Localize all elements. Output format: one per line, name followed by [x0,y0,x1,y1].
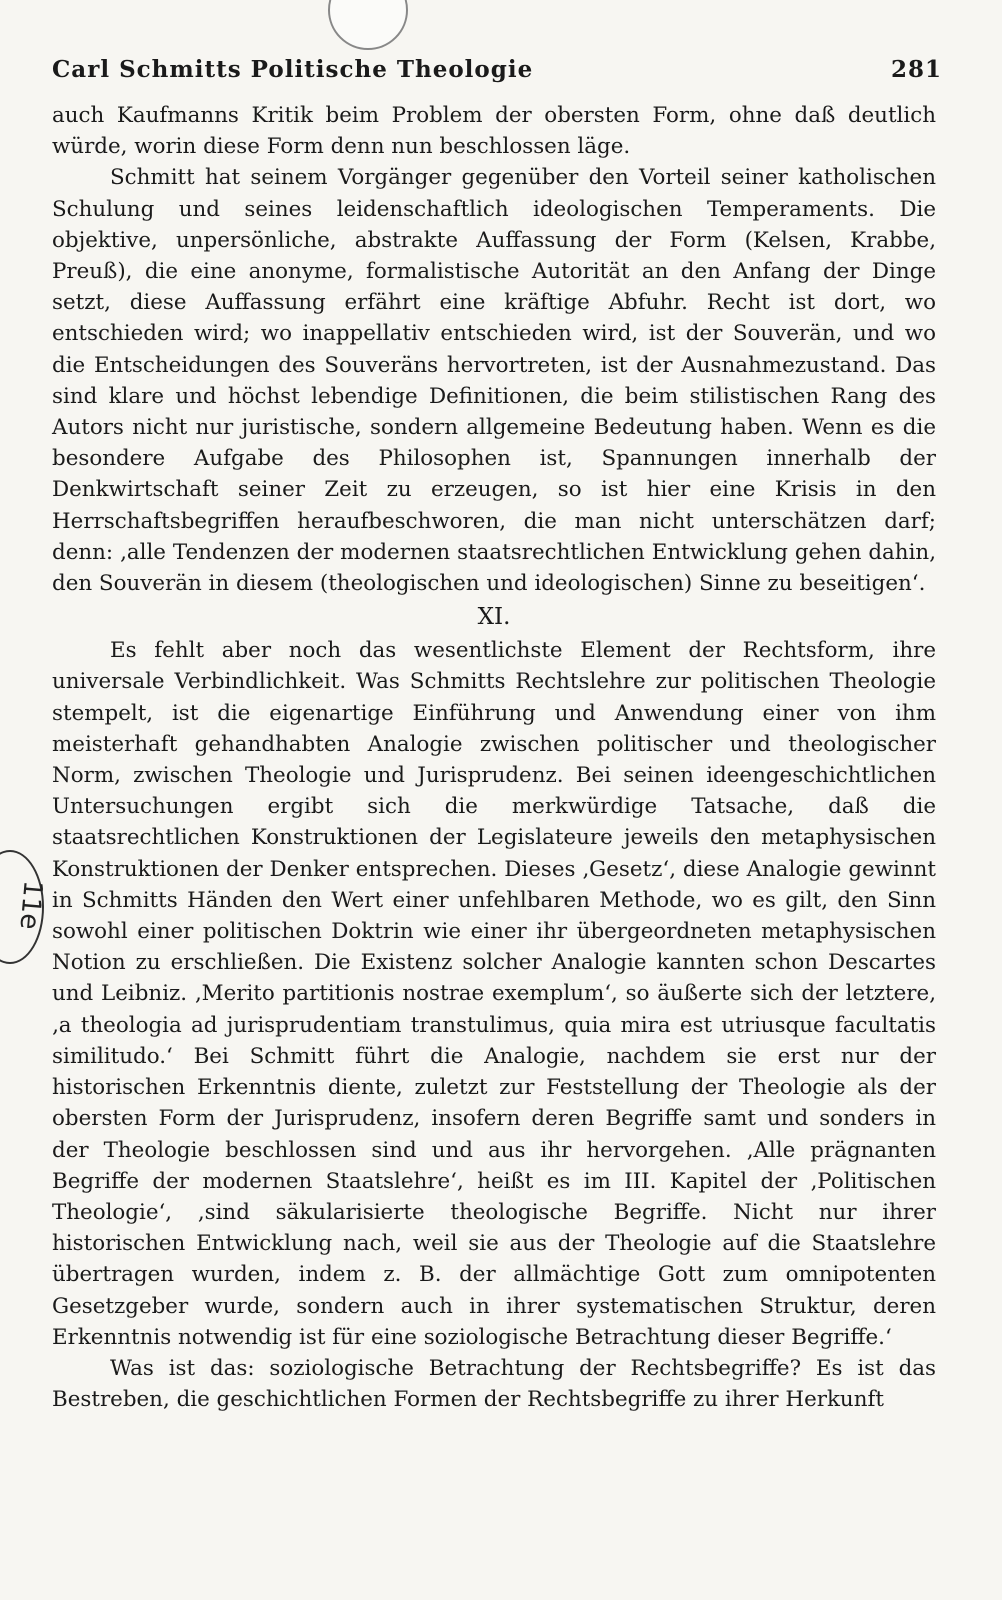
punch-hole [328,0,408,50]
paragraph-1: auch Kaufmanns Kritik beim Problem der obersten Form, ohne daß deutlich würde, worin diese Form denn nun beschlossen läge. [52,103,936,160]
running-header [52,56,942,92]
paragraph-4: Was ist das: soziologische Betrachtung der Rechtsbegriffe? Es ist das Bestreben, die geschichtlichen Formen der Rechtsbegriffe zu ihrer Herkunft [52,1355,936,1413]
paragraph-3: Es fehlt aber noch das wesentlichste Element der Rechtsform, ihre universale Verbindlichkeit. Was Schmitts Rechtslehre zur politischen Theologie stempelt, ist die eigenartige Einführung und Anwendung einer von ihm meisterhaft gehandhabten Analogie zwischen politischer und theologischer Norm, zwischen Theologie und Jurisprudenz. Bei seinen ideengeschichtlichen Untersuchungen ergibt sich die merkwürdige Tatsache, daß die staatsrechtlichen Konstruktionen der Legislateure jeweils den metaphysischen Konstruktionen der Denker entsprechen. Dieses ‚Gesetz‘, diese Analogie gewinnt in Schmitts Händen den Wert einer unfehlbaren Methode, wo es gilt, den Sinn sowohl einer politischen Doktrin wie einer ihr übergeordneten metaphysischen Notion zu erschließen. Die Existenz solcher Analogie kannten schon Descartes und Leibniz. ‚Merito partitionis nostrae exemplum‘, so äußerte sich der letztere, ‚a theologia ad jurisprudentiam transtulimus, quia mira est utriusque facultatis similitudo.‘ Bei Schmitt führt die Analogie, nachdem sie erst nur der historischen Erkenntnis diente, zuletzt zur Feststellung der Theologie als der obersten Form der Jurisprudenz, insofern deren Begriffe samt und sonders in der Theologie beschlossen sind und aus ihr hervorgehen. ‚Alle prägnanten Begriffe der modernen Staatslehre‘, heißt es im III. Kapitel der ‚Politischen Theologie‘, ‚sind säkularisierte theologische Begriffe. Nicht nur ihrer historischen Entwicklung nach, weil sie aus der Theologie auf die Staatslehre übertragen wurden, indem z. B. der allmächtige Gott zum omnipotenten Gesetzgeber wurde, sondern auch in ihrer systematischen Struktur, deren Erkenntnis notwendig ist für eine soziologische Betrachtung dieser Begriffe.‘ [52,638,936,1350]
running-title: Carl Schmitts Politische Theologie [52,56,534,83]
section-heading: XI. [477,604,511,631]
body-text [52,100,936,1415]
paragraph-2: Schmitt hat seinem Vorgänger gegenüber den Vorteil seiner katholischen Schulung und seines leidenschaftlich ideologischen Temperaments. Die objektive, unpersönliche, abstrakte Auffassung der Form (Kelsen, Krabbe, Preuß), die eine anonyme, formalistische Autorität an den Anfang der Dinge setzt, diese Auffassung erfährt eine kräftige Abfuhr. Recht ist dort, wo entschieden wird; wo inappellativ entschieden wird, ist der Souverän, und wo die Entscheidungen des Souveräns hervortreten, ist der Ausnahmezustand. Das sind klare und höchst lebendige Definitionen, die beim stilistischen Rang des Autors nicht nur juristische, sondern allgemeine Bedeutung haben. Wenn es die besondere Aufgabe des Philosophen ist, Spannungen innerhalb der Denkwirtschaft seiner Zeit zu erzeugen, so ist hier eine Krisis in den Herrschaftsbegriffen heraufbeschworen, die man nicht unterschätzen darf; denn: ‚alle Tendenzen der modernen staatsrechtlichen Entwicklung gehen dahin, den Souverän in diesem (theologischen und ideologischen) Sinne zu beseitigen‘. [52,165,936,597]
margin-note: 11e [13,879,48,931]
page-number: 281 [890,56,942,83]
